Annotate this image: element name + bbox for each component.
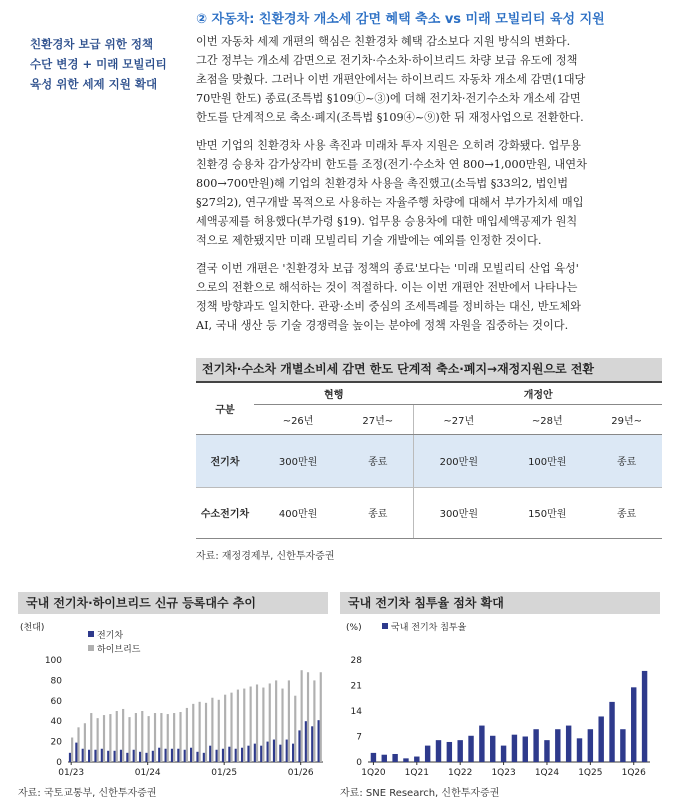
chart-bar (490, 736, 495, 762)
chart-bar (250, 687, 252, 762)
chart-bar (114, 751, 116, 762)
chart-bar (190, 748, 192, 762)
x-tick-label: 01/23 (58, 768, 85, 778)
chart-bar (598, 716, 603, 762)
chart-bar (256, 684, 258, 762)
chart-bar (126, 753, 128, 762)
chart-bar (77, 727, 79, 762)
chart-bar (301, 670, 303, 762)
chart-bar (566, 726, 571, 762)
table-period: 29년~ (591, 404, 662, 434)
chart-bar (177, 749, 179, 762)
y-tick-label: 21 (350, 681, 362, 692)
body-text (196, 32, 661, 344)
tax-table (196, 381, 662, 539)
table-source: 자료: 재정경제부, 신한투자증권 (196, 550, 335, 562)
chart-source: 자료: SNE Research, 신한투자증권 (340, 788, 500, 799)
legend-label: 국내 전기차 침투율 (391, 623, 467, 633)
x-tick-label: 1Q24 (534, 768, 560, 778)
chart-bar (192, 704, 194, 762)
chart-bar (235, 749, 237, 762)
text-line: 한도를 단계적으로 축소·폐지(조특법 §109④~⑨)한 뒤 재정사업으로 전환한다. (196, 111, 584, 124)
chart-bar (371, 753, 376, 762)
chart-unit: (천대) (20, 623, 45, 633)
chart-bar (154, 713, 156, 762)
chart-bar (414, 757, 419, 762)
chart-bar (588, 729, 593, 762)
chart-penetration (340, 592, 660, 799)
table-cell: 200만원 (414, 434, 503, 487)
table-header-label: 구분 (196, 382, 254, 434)
chart-bar (82, 749, 84, 762)
chart-bar (275, 680, 277, 762)
sidebar-note-line: 수단 변경 + 미래 모빌리티 (30, 57, 167, 71)
table-cell: 종료 (591, 434, 662, 487)
chart-bar (139, 752, 141, 762)
table-group-revised: 개정안 (414, 382, 662, 404)
chart-bar (148, 716, 150, 762)
chart-bar (609, 702, 614, 762)
chart-bar (152, 751, 154, 762)
table-row (196, 487, 662, 538)
chart-bar (71, 738, 73, 762)
x-tick-label: 1Q25 (578, 768, 603, 778)
chart-bar (122, 709, 124, 762)
chart-bar (425, 746, 430, 762)
chart-bar (109, 714, 111, 762)
chart-bar (447, 742, 452, 762)
chart-bar (90, 713, 92, 762)
chart-bar (167, 714, 169, 762)
chart-bar (196, 752, 198, 762)
chart-bar (97, 718, 99, 762)
x-tick-label: 01/24 (134, 768, 161, 778)
chart-bar (286, 740, 288, 762)
chart-bar (241, 748, 243, 762)
chart-bar (631, 687, 636, 762)
table-cell: 150만원 (503, 487, 591, 538)
chart-penetration-plot (340, 614, 660, 782)
chart-bar (620, 729, 625, 762)
chart-bar (69, 753, 71, 762)
y-tick-label: 14 (350, 707, 362, 717)
chart-bar (298, 730, 300, 762)
chart-bar (533, 729, 538, 762)
chart-bar (228, 747, 230, 762)
table-row (196, 434, 662, 487)
x-tick-label: 01/25 (211, 768, 238, 778)
x-tick-label: 1Q23 (491, 768, 516, 778)
chart-bar (179, 712, 181, 762)
chart-bar (209, 746, 211, 762)
chart-bar (544, 740, 549, 762)
chart-bar (224, 695, 226, 762)
chart-bar (135, 713, 137, 762)
chart-bar (294, 696, 296, 762)
chart-bar (171, 749, 173, 762)
chart-bar (145, 753, 147, 762)
text-line: 세액공제를 허용했다(부가령 §19). 업무용 승용차에 대한 매입세액공제가 원칙 (196, 215, 578, 228)
chart-title: 국내 전기차 침투율 점차 확대 (340, 592, 660, 614)
chart-bar (313, 680, 315, 762)
chart-bar (247, 746, 249, 762)
section-title: ② 자동차: 친환경차 개소세 감면 혜택 축소 vs 미래 모빌리티 육성 지원 (196, 12, 605, 27)
text-line: 으로의 전환으로 해석하는 것이 적절하다. 이는 이번 개편안 전반에서 나타나는 (196, 281, 578, 294)
chart-bar (273, 740, 275, 762)
chart-bar (292, 744, 294, 762)
text-line: AI, 국내 생산 등 기술 경쟁력을 높이는 분야에 정책 자원을 집중하는 것이다. (196, 319, 569, 332)
tax-table-box (196, 358, 662, 562)
legend-label: 하이브리드 (97, 645, 141, 655)
table-cell: 400만원 (254, 487, 342, 538)
table-cell: 종료 (342, 487, 414, 538)
legend-swatch (88, 631, 94, 637)
chart-bar (279, 745, 281, 762)
chart-bar (501, 746, 506, 762)
legend-swatch (88, 645, 94, 651)
text-line: 그간 정부는 개소세 감면으로 전기차·수소차·하이브리드 차량 보급 유도에 정책 (196, 54, 578, 67)
chart-bar (107, 751, 109, 762)
chart-bar (211, 698, 213, 762)
paragraph-3 (196, 259, 661, 335)
table-cell: 종료 (342, 434, 414, 487)
chart-bar (318, 720, 320, 762)
chart-bar (203, 753, 205, 762)
legend-label: 전기차 (97, 631, 124, 641)
chart-source: 자료: 국토교통부, 신한투자증권 (18, 788, 157, 799)
chart-bar (305, 721, 307, 762)
sidebar-note-line: 친환경차 보급 위한 정책 (30, 37, 154, 51)
chart-bar (479, 726, 484, 762)
chart-bar (184, 750, 186, 762)
chart-bar (577, 738, 582, 762)
table-period: ~27년 (414, 404, 503, 434)
chart-bar (262, 688, 264, 762)
chart-bar (457, 740, 462, 762)
chart-title: 국내 전기차·하이브리드 신규 등록대수 추이 (18, 592, 328, 614)
chart-bar (642, 671, 647, 762)
chart-bar (103, 715, 105, 762)
text-line: 반면 기업의 친환경차 사용 촉진과 미래차 투자 지원은 오히려 강화됐다. 업무용 (196, 139, 581, 152)
chart-bar (260, 746, 262, 762)
chart-bar (523, 737, 528, 763)
text-line: 결국 이번 개편은 '친환경차 보급 정책의 종료'보다는 '미래 모빌리티 산업 육성' (196, 262, 579, 275)
legend-swatch (382, 623, 388, 629)
y-tick-label: 28 (350, 656, 362, 666)
y-tick-label: 40 (50, 717, 62, 728)
text-line: 정책 방향과도 일치한다. 관광·소비 중심의 조세특례를 정비하는 대신, 반도체와 (196, 300, 581, 313)
chart-bar (128, 717, 130, 762)
chart-bar (392, 754, 397, 762)
chart-bar (288, 680, 290, 762)
chart-bar (165, 749, 167, 762)
table-cell: 100만원 (503, 434, 591, 487)
chart-bar (382, 755, 387, 762)
y-tick-label: 7 (356, 732, 362, 743)
paragraph-1 (196, 32, 661, 127)
y-tick-label: 0 (56, 758, 62, 768)
paragraph-2 (196, 136, 661, 250)
chart-bar (84, 723, 86, 762)
chart-bar (269, 683, 271, 762)
y-tick-label: 100 (44, 656, 62, 666)
x-tick-label: 1Q26 (621, 768, 646, 778)
chart-bar (101, 749, 103, 762)
chart-unit: (%) (346, 623, 362, 633)
chart-bar (222, 749, 224, 762)
chart-bar (186, 708, 188, 762)
chart-bar (267, 742, 269, 762)
chart-bar (403, 758, 408, 762)
y-tick-label: 80 (50, 676, 62, 687)
x-tick-label: 1Q20 (361, 768, 386, 778)
chart-bar (94, 750, 96, 762)
sidebar-note-line: 육성 위한 세제 지원 확대 (30, 77, 158, 91)
text-line: 적으로 제한됐지만 미래 모빌리티 기술 개발에는 예외를 인정한 것이다. (196, 234, 542, 247)
table-group-current: 현행 (254, 382, 414, 404)
chart-bar (160, 713, 162, 762)
text-line: 70만원 한도) 종료(조특법 §109①~③)에 더해 전기차·전기수소차 개소세 감면 (196, 92, 581, 105)
text-line: 이번 자동차 세제 개편의 핵심은 친환경차 혜택 감소보다 지원 방식의 변화다. (196, 35, 571, 48)
table-period: ~28년 (503, 404, 591, 434)
y-tick-label: 20 (50, 737, 62, 748)
text-line: 초점을 맞췄다. 그러나 이번 개편안에서는 하이브리드 자동차 개소세 감면(1대당 (196, 73, 586, 86)
table-period: 27년~ (342, 404, 414, 434)
y-tick-label: 0 (356, 758, 362, 768)
text-line: §27의2), 연구개발 목적으로 사용하는 자율주행 차량에 대해서 부가가치세 매입 (196, 196, 584, 209)
table-row-label: 수소전기차 (196, 487, 254, 538)
sidebar-note (30, 34, 180, 94)
chart-bar (133, 750, 135, 762)
x-tick-label: 01/26 (287, 768, 314, 778)
chart-bar (468, 736, 473, 762)
table-row-label: 전기차 (196, 434, 254, 487)
chart-bar (205, 703, 207, 762)
chart-registrations (18, 592, 328, 799)
chart-bar (216, 750, 218, 762)
chart-bar (311, 726, 313, 762)
chart-bar (512, 735, 517, 762)
table-cell: 300만원 (254, 434, 342, 487)
x-tick-label: 1Q22 (448, 768, 473, 778)
chart-bar (281, 689, 283, 762)
chart-bar (199, 702, 201, 762)
table-cell: 종료 (591, 487, 662, 538)
chart-bar (230, 693, 232, 762)
chart-bar (141, 711, 143, 762)
chart-bar (173, 713, 175, 762)
chart-bar (555, 729, 560, 762)
text-line: 800→700만원)해 기업의 친환경차 사용을 촉진했고(소득법 §33의2, 법인법 (196, 177, 569, 190)
chart-bar (254, 744, 256, 762)
y-tick-label: 60 (50, 696, 62, 707)
chart-bar (158, 748, 160, 762)
chart-bar (307, 672, 309, 762)
chart-bar (120, 750, 122, 762)
table-cell: 300만원 (414, 487, 503, 538)
text-line: 친환경 승용차 감가상각비 한도를 조정(전기·수소차 연 800→1,000만원, 내연차 (196, 158, 587, 171)
chart-bar (218, 700, 220, 762)
table-period: ~26년 (254, 404, 342, 434)
table-title: 전기차·수소차 개별소비세 감면 한도 단계적 축소·폐지→재정지원으로 전환 (196, 358, 662, 381)
chart-bar (320, 672, 322, 762)
chart-bar (436, 740, 441, 762)
chart-bar (88, 750, 90, 762)
chart-bar (237, 690, 239, 762)
x-tick-label: 1Q21 (404, 768, 429, 778)
chart-bar (116, 711, 118, 762)
chart-bar (243, 689, 245, 762)
chart-registrations-plot (18, 614, 328, 782)
chart-bar (75, 743, 77, 762)
